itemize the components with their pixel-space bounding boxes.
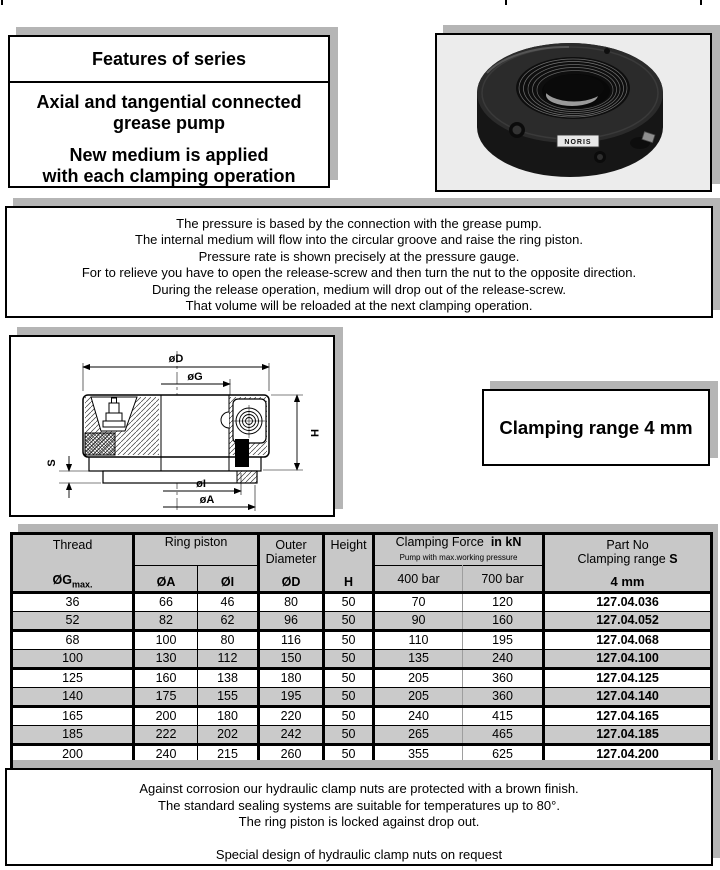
table-cell: 110 xyxy=(374,631,463,650)
table-cell: 220 xyxy=(259,707,324,726)
table-cell: 50 xyxy=(324,631,374,650)
table-cell: 165 xyxy=(12,707,134,726)
dim-label-oa: øA xyxy=(199,494,215,506)
table-cell: 160 xyxy=(463,612,544,631)
table-row xyxy=(12,650,712,669)
pressure-line: Pressure rate is shown precisely at the pressure gauge. xyxy=(198,248,520,264)
table-cell: 130 xyxy=(134,650,198,669)
note-line: The standard sealing systems are suitable for temperatures up to 80°. xyxy=(158,797,560,813)
outer-diameter-label: Outer Diameter xyxy=(265,538,317,566)
pressure-line: The internal medium will flow into the circular groove and raise the ring piston. xyxy=(135,232,583,248)
height-symbol: H xyxy=(344,575,354,589)
height-label: Height xyxy=(330,538,367,552)
col-header-outer-diameter xyxy=(259,534,324,593)
pump-note: Pump with max.working pressure xyxy=(399,553,518,562)
table-cell: 46 xyxy=(198,593,259,612)
part-no-cell: 127.04.068 xyxy=(544,631,712,650)
col-header-400bar: 400 bar xyxy=(374,566,463,593)
col-header-oa: ØA xyxy=(134,566,198,593)
outer-diameter-symbol: ØD xyxy=(281,575,301,589)
table-cell: 100 xyxy=(134,631,198,650)
table-cell: 222 xyxy=(134,726,198,745)
table-row xyxy=(12,726,712,745)
table-cell: 240 xyxy=(134,745,198,764)
table-cell: 260 xyxy=(259,745,324,764)
part-no-cell: 127.04.100 xyxy=(544,650,712,669)
col-header-part-no xyxy=(544,534,712,593)
table-cell: 140 xyxy=(12,688,134,707)
table-cell: 180 xyxy=(259,669,324,688)
table-cell: 360 xyxy=(463,688,544,707)
table-cell: 415 xyxy=(463,707,544,726)
col-header-700bar: 700 bar xyxy=(463,566,544,593)
table-cell: 96 xyxy=(259,612,324,631)
table-cell: 265 xyxy=(374,726,463,745)
table-cell: 200 xyxy=(134,707,198,726)
crop-mark-right xyxy=(700,0,702,5)
clamp-nut-photo xyxy=(437,35,710,190)
table-cell: 202 xyxy=(198,726,259,745)
table-row xyxy=(12,631,712,650)
pressure-description-box xyxy=(5,206,713,318)
table-cell: 240 xyxy=(463,650,544,669)
table-cell: 62 xyxy=(198,612,259,631)
crop-mark-center xyxy=(505,0,507,5)
table-cell: 50 xyxy=(324,726,374,745)
table-cell: 50 xyxy=(324,650,374,669)
table-cell: 50 xyxy=(324,612,374,631)
table-cell: 120 xyxy=(463,593,544,612)
pressure-line: For to relieve you have to open the release-screw and then turn the nut to the opposite direction. xyxy=(81,265,637,281)
clamping-range-box xyxy=(482,389,710,466)
table-cell: 160 xyxy=(134,669,198,688)
table-cell: 36 xyxy=(12,593,134,612)
table-cell: 195 xyxy=(259,688,324,707)
table-cell: 80 xyxy=(259,593,324,612)
table-cell: 205 xyxy=(374,669,463,688)
table-cell: 195 xyxy=(463,631,544,650)
table-cell: 82 xyxy=(134,612,198,631)
table-cell: 175 xyxy=(134,688,198,707)
dim-label-s: S xyxy=(46,459,58,467)
table-body xyxy=(12,593,712,783)
part-no-cell: 127.04.140 xyxy=(544,688,712,707)
features-line: grease pump xyxy=(112,113,226,133)
part-no-cell: 127.04.165 xyxy=(544,707,712,726)
part-no-label: Part No Clamping range S xyxy=(577,538,678,566)
table-cell: 200 xyxy=(12,745,134,764)
note-line: The ring piston is locked against drop out. xyxy=(238,814,480,829)
table-cell: 90 xyxy=(374,612,463,631)
table-cell: 205 xyxy=(374,688,463,707)
cross-section-drawing-box xyxy=(9,335,335,517)
note-line: Against corrosion our hydraulic clamp nuts are protected with a brown finish. xyxy=(139,781,579,796)
dim-label-od: øD xyxy=(168,353,184,365)
thread-symbol: $ØG_{max.}$ xyxy=(52,572,93,589)
features-body xyxy=(10,83,328,187)
table-row xyxy=(12,669,712,688)
col-header-thread xyxy=(12,534,134,593)
product-photo-box xyxy=(435,33,712,192)
cross-section-drawing xyxy=(11,337,333,515)
table-row xyxy=(12,688,712,707)
part-no-cell: 127.04.036 xyxy=(544,593,712,612)
features-paragraph-1 xyxy=(10,92,328,134)
table-cell: 138 xyxy=(198,669,259,688)
table-cell: 242 xyxy=(259,726,324,745)
part-no-cell: 127.04.185 xyxy=(544,726,712,745)
features-box xyxy=(8,35,330,188)
table-cell: 360 xyxy=(463,669,544,688)
table-row xyxy=(12,745,712,764)
clamping-force-label: Clamping Force in kN xyxy=(395,535,522,549)
part-no-cell: 127.04.200 xyxy=(544,745,712,764)
table-cell: 180 xyxy=(198,707,259,726)
table-cell: 70 xyxy=(374,593,463,612)
pressure-line: The pressure is based by the connection with the grease pump. xyxy=(176,216,542,231)
part-no-cell: 127.04.052 xyxy=(544,612,712,631)
table-cell: 50 xyxy=(324,593,374,612)
clamping-range-s-value: 4 mm xyxy=(610,574,645,589)
notes-box xyxy=(5,768,713,866)
crop-mark-left xyxy=(1,0,3,5)
thread-label: Thread xyxy=(52,538,93,552)
table-row xyxy=(12,612,712,631)
special-design-note: Special design of hydraulic clamp nuts on request xyxy=(215,846,503,862)
dim-label-h: H xyxy=(308,429,320,437)
features-line: Axial and tangential connected xyxy=(36,92,302,112)
table-row xyxy=(12,593,712,612)
spec-table-wrap xyxy=(10,532,710,784)
table-cell: 50 xyxy=(324,745,374,764)
table-row xyxy=(12,707,712,726)
table-cell: 80 xyxy=(198,631,259,650)
table-cell: 215 xyxy=(198,745,259,764)
brand-label: NORIS xyxy=(564,139,592,146)
table-cell: 185 xyxy=(12,726,134,745)
table-cell: 52 xyxy=(12,612,134,631)
table-cell: 155 xyxy=(198,688,259,707)
col-header-height xyxy=(324,534,374,593)
table-cell: 50 xyxy=(324,707,374,726)
dim-label-oi: øI xyxy=(196,478,206,490)
features-title: Features of series xyxy=(10,37,328,83)
table-cell: 50 xyxy=(324,669,374,688)
table-cell: 112 xyxy=(198,650,259,669)
spec-table xyxy=(10,532,713,784)
pressure-line: That volume will be reloaded at the next clamping operation. xyxy=(185,298,533,314)
features-line: with each clamping operation xyxy=(42,166,296,186)
features-line: New medium is applied xyxy=(69,145,269,165)
table-cell: 116 xyxy=(259,631,324,650)
table-cell: 625 xyxy=(463,745,544,764)
table-cell: 240 xyxy=(374,707,463,726)
clamping-range-text: Clamping range 4 mm xyxy=(499,416,693,438)
table-cell: 355 xyxy=(374,745,463,764)
pressure-line: During the release operation, medium will drop out of the release-screw. xyxy=(151,281,567,297)
table-cell: 125 xyxy=(12,669,134,688)
features-paragraph-2 xyxy=(10,145,328,187)
table-cell: 68 xyxy=(12,631,134,650)
table-cell: 465 xyxy=(463,726,544,745)
col-header-oi: ØI xyxy=(198,566,259,593)
col-header-ring-piston: Ring piston xyxy=(134,534,259,566)
col-header-clamping-force xyxy=(374,534,544,566)
table-cell: 100 xyxy=(12,650,134,669)
table-cell: 66 xyxy=(134,593,198,612)
spec-table-header xyxy=(12,534,712,593)
dim-label-og: øG xyxy=(187,371,203,383)
table-cell: 150 xyxy=(259,650,324,669)
table-cell: 135 xyxy=(374,650,463,669)
table-cell: 50 xyxy=(324,688,374,707)
part-no-cell: 127.04.125 xyxy=(544,669,712,688)
